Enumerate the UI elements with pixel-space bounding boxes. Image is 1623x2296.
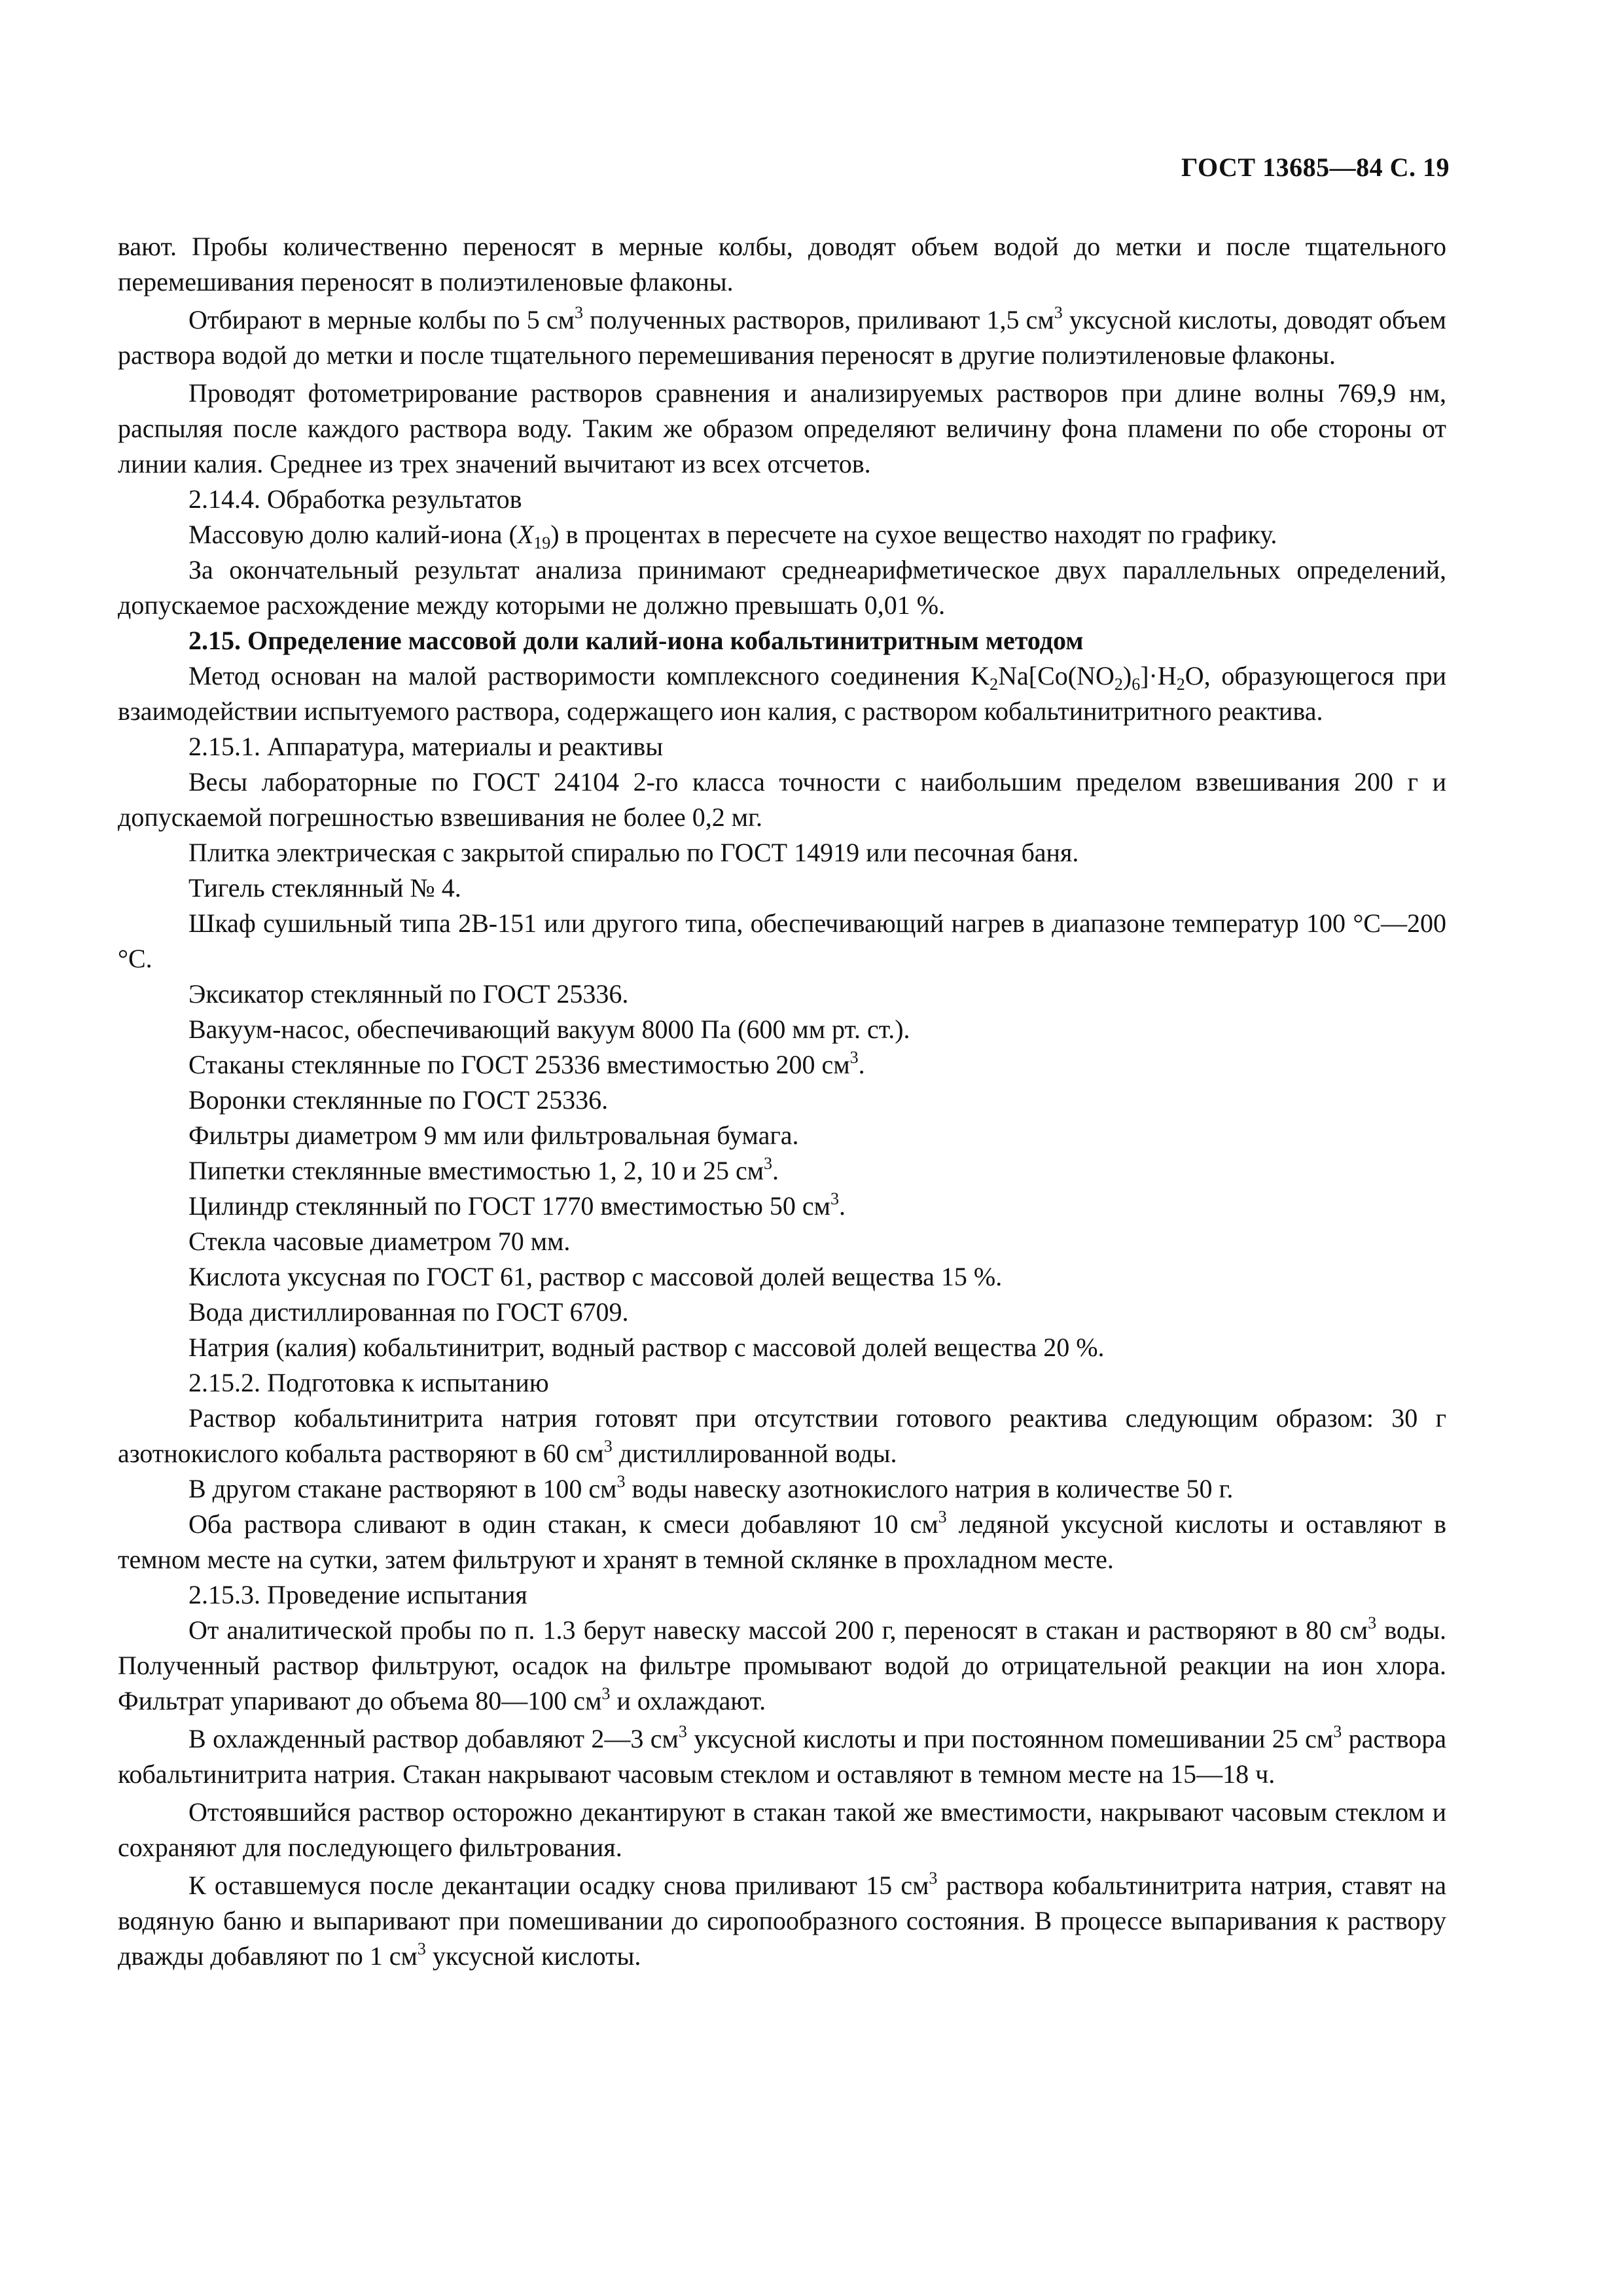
- paragraph: За окончательный результат анализа принимают среднеарифметическое двух параллельных определений, допускаемое расхождение между которыми не должно превышать 0,01 %.: [118, 555, 1446, 620]
- list-item: Эксикатор стеклянный по ГОСТ 25336.: [188, 979, 629, 1009]
- paragraph: Отстоявшийся раствор осторожно декантируют в стакан такой же вместимости, накрывают часовым стеклом и сохраняют для последующего фильтрования.: [118, 1797, 1446, 1862]
- paragraph: В охлажденный раствор добавляют 2—3 $см^3$ уксусной кислоты и при постоянном помешивании 25 $см^3$ раствора кобальтинитрита натрия. Стакан накрывают часовым стеклом и оставляют в темном месте на 15—18 ч.: [118, 1722, 1446, 1789]
- list-item: Натрия (калия) кобальтинитрит, водный раствор с массовой долей вещества 20 %.: [188, 1333, 1105, 1362]
- paragraph: Раствор кобальтинитрита натрия готовят при отсутствии готового реактива следующим образом: 30 г азотнокислого кобальта растворяют в 60 $см^3$ дистиллированной воды.: [118, 1403, 1446, 1468]
- page-header: ГОСТ 13685—84 С. 19: [1181, 152, 1450, 182]
- section-heading-2-15-2: 2.15.2. Подготовка к испытанию: [188, 1368, 549, 1397]
- paragraph: Массовую долю калий-иона $(X_{19})$ в процентах в пересчете на сухое вещество находят по графику.: [188, 520, 1277, 552]
- paragraph: Отбирают в мерные колбы по 5 $см^3$ полученных растворов, приливают 1,5 $см^3$ уксусной кислоты, доводят объем раствора водой до метки и после тщательного перемешивания переносят в другие полиэтиленовые флаконы.: [118, 303, 1446, 370]
- list-item: Пипетки стеклянные вместимостью 1, 2, 10 и 25 $см^3$.: [188, 1154, 779, 1185]
- document-body: [118, 229, 1446, 1974]
- list-item: Цилиндр стеклянный по ГОСТ 1770 вместимостью 50 $см^3$.: [188, 1189, 846, 1221]
- list-item: Вода дистиллированная по ГОСТ 6709.: [188, 1297, 629, 1327]
- paragraph: вают. Пробы количественно переносят в мерные колбы, доводят объем водой до метки и после тщательного перемешивания переносят в полиэтиленовые флаконы.: [118, 232, 1446, 296]
- paragraph: В другом стакане растворяют в 100 $см^3$ воды навеску азотнокислого натрия в количестве 50 г.: [188, 1472, 1234, 1503]
- paragraph: Оба раствора сливают в один стакан, к смеси добавляют 10 $см^3$ ледяной уксусной кислоты и оставляют в темном месте на сутки, затем фильтруют и хранят в темной склянке в прохладном месте.: [118, 1507, 1446, 1574]
- section-heading-2-15: 2.15. Определение массовой доли калий-иона кобальтинитритным методом: [188, 626, 1084, 655]
- paragraph: Весы лабораторные по ГОСТ 24104 2-го класса точности с наибольшим пределом взвешивания 200 г и допускаемой погрешностью взвешивания не более 0,2 мг.: [118, 767, 1446, 832]
- paragraph: От аналитической пробы по п. 1.3 берут навеску массой 200 г, переносят в стакан и растворяют в 80 $см^3$ воды. Полученный раствор фильтруют, осадок на фильтре промывают водой до отрицательной реакции на ион хлора. Фильтрат упаривают до объема 80—100 $см^3$ и охлаждают.: [118, 1613, 1447, 1715]
- list-item: Кислота уксусная по ГОСТ 61, раствор с массовой долей вещества 15 %.: [188, 1262, 1003, 1291]
- list-item: Стекла часовые диаметром 70 мм.: [188, 1227, 571, 1256]
- list-item: Шкаф сушильный типа 2В-151 или другого типа, обеспечивающий нагрев в диапазоне температур 100 °С—200 °С.: [118, 908, 1446, 973]
- section-heading-2-15-1: 2.15.1. Аппаратура, материалы и реактивы: [188, 732, 664, 761]
- list-item: Воронки стеклянные по ГОСТ 25336.: [188, 1085, 609, 1115]
- list-item: Стаканы стеклянные по ГОСТ 25336 вместимостью 200 $см^3$.: [188, 1048, 865, 1079]
- list-item: Фильтры диаметром 9 мм или фильтровальная бумага.: [188, 1121, 799, 1150]
- list-item: Плитка электрическая с закрытой спиралью по ГОСТ 14919 или песочная баня.: [188, 838, 1079, 867]
- list-item: Вакуум-насос, обеспечивающий вакуум 8000 Па (600 мм рт. ст.).: [188, 1014, 910, 1044]
- paragraph: К оставшемуся после декантации осадку снова приливают 15 $см^3$ раствора кобальтинитрита натрия, ставят на водяную баню и выпаривают при помешивании до сиропообразного состояния. В процессе выпаривания к раствору дважды добавляют по 1 $см^3$ уксусной кислоты.: [118, 1869, 1446, 1971]
- section-heading-2-14-4: 2.14.4. Обработка результатов: [188, 484, 522, 514]
- section-heading-2-15-3: 2.15.3. Проведение испытания: [188, 1580, 527, 1609]
- paragraph: Проводят фотометрирование растворов сравнения и анализируемых растворов при длине волны 769,9 нм, распыляя после каждого раствора воду. Таким же образом определяют величину фона пламени по обе стороны от линии калия. Среднее из трех значений вычитают из всех отсчетов.: [118, 378, 1446, 478]
- list-item: Тигель стеклянный № 4.: [188, 873, 461, 903]
- paragraph: Метод основан на малой растворимости комплексного соединения $K_2Na[Co(NO_2)_6]\cdot H_2O$, образующегося при взаимодействии испытуемого раствора, содержащего ион калия, с раствором кобальтинитритного реактива.: [118, 661, 1446, 726]
